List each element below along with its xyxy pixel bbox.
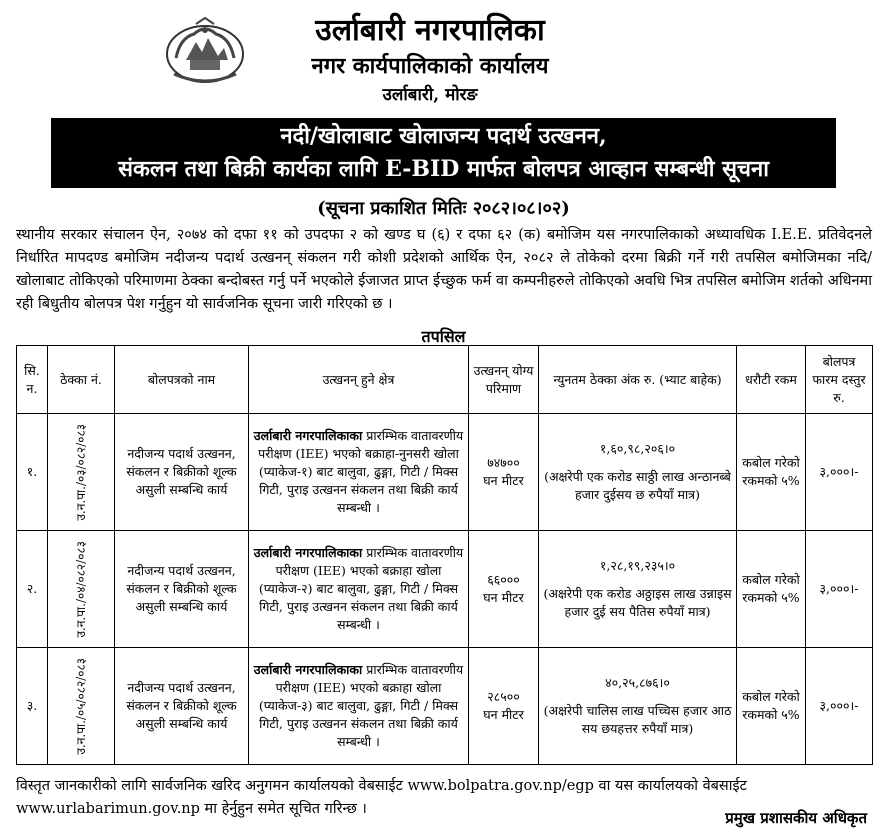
bid-table	[16, 345, 873, 765]
row-sn: १.	[17, 414, 48, 531]
banner-line-1: नदी/खोलाबाट खोलाजन्य पदार्थ उत्खनन,	[280, 123, 607, 149]
min-amount-value: १,६०,९८,२०६।०	[599, 441, 676, 456]
office-name: उर्लाबारी नगरपालिका	[315, 13, 545, 48]
row-sn: ३.	[17, 648, 48, 765]
row-deposit: कबोल गरेको रकमको ५%	[737, 414, 806, 531]
row-form-fee: ३,०००।-	[806, 648, 873, 765]
quantity-unit: घन मीटर	[483, 590, 524, 605]
office-address: उर्लाबारी, मोरङ	[382, 85, 478, 105]
area-municipality: उर्लाबारी नगरपालिकाका	[253, 428, 363, 443]
office-sub: नगर कार्यपालिकाको कार्यालय	[311, 53, 549, 79]
row-area	[249, 414, 469, 531]
quantity-value: २८५००	[487, 689, 520, 704]
header-min-amount: न्युनतम ठेक्का अंक रु. (भ्याट बाहेक)	[539, 346, 737, 414]
contract-no-text: उ.न.पा./०५/०८२/०८३	[74, 657, 88, 755]
header-bid-name: बोलपत्रको नाम	[115, 346, 249, 414]
row-form-fee: ३,०००।-	[806, 414, 873, 531]
row-bid-name: नदीजन्य पदार्थ उत्खनन, संकलन र बिक्रीको शूल्क असुली सम्बन्धि कार्य	[115, 648, 249, 765]
header-form-fee: बोलपत्र फारम दस्तुर रु.	[806, 346, 873, 414]
area-description: प्रारम्भिक वातावरणीय परीक्षण (IEE) भएको बक्राहा खोला (प्याकेज-२) बाट बालुवा, ढुङ्गा, गिटी / मिक्स गिटी, पुराइ उत्खनन संकलन तथा बिक्री कार्य सम्बन्धी ।	[258, 545, 464, 632]
min-amount-value: १,२८,१९,२३५।०	[599, 558, 676, 573]
area-description: प्रारम्भिक वातावरणीय परीक्षण (IEE) भएको बक्राहा खोला (प्याकेज-३) बाट बालुवा, ढुङ्गा, गिटी / मिक्स गिटी, पुराइ उत्खनन संकलन तथा बिक्री कार्य सम्बन्धी ।	[258, 662, 464, 749]
row-contract-no	[48, 648, 115, 765]
row-min-amount	[539, 414, 737, 531]
quantity-unit: घन मीटर	[483, 473, 524, 488]
banner-line-2: संकलन तथा बिक्री कार्यका लागि E-BID मार्फत बोलपत्र आव्हान सम्बन्धी सूचना	[118, 156, 769, 182]
row-area	[249, 531, 469, 648]
contract-no-text: उ.न.पा./०३/०८२/०८३	[74, 423, 88, 521]
row-quantity	[469, 648, 539, 765]
footer-note: विस्तृत जानकारीको लागि सार्वजनिक खरिद अनुगमन कार्यालयको वेबसाईट www.bolpatra.gov.np/egp वा यस कार्यालयको वेबसाईट www.urlabarimun.gov.np मा हेर्नुहुन समेत सूचित गरिन्छ ।	[16, 778, 747, 817]
table-row	[17, 531, 873, 648]
quantity-value: ६६०००	[487, 572, 520, 587]
min-amount-words: (अक्षरेपी चालिस लाख पच्चिस हजार आठ सय छयहत्तर रुपैयाँ मात्र)	[543, 703, 732, 736]
row-contract-no	[48, 531, 115, 648]
row-min-amount	[539, 531, 737, 648]
header-contract-no: ठेक्का नं.	[48, 346, 115, 414]
table-row	[17, 414, 873, 531]
min-amount-words: (अक्षरेपी एक करोड साठ्ठी लाख अन्ठानब्बे हजार दुईसय छ रुपैयाँ मात्र)	[544, 469, 731, 502]
row-quantity	[469, 414, 539, 531]
table-row	[17, 648, 873, 765]
header-quantity: उत्खनन् योग्य परिमाण	[469, 346, 539, 414]
quantity-unit: घन मीटर	[483, 707, 524, 722]
signature-title: प्रमुख प्रशासकीय अधिकृत	[725, 809, 867, 827]
row-min-amount	[539, 648, 737, 765]
row-sn: २.	[17, 531, 48, 648]
area-municipality: उर्लाबारी नगरपालिकाका	[253, 662, 363, 677]
row-form-fee: ३,०००।-	[806, 531, 873, 648]
area-description: प्रारम्भिक वातावरणीय परीक्षण (IEE) भएको बक्राहा-नुनसरी खोला (प्याकेज-१) बाट बालुवा, ढुङ्गा, गिटी / मिक्स गिटी, पुराइ उत्खनन संकलन तथा बिक्री कार्य सम्बन्धी ।	[258, 428, 464, 515]
row-area	[249, 648, 469, 765]
row-deposit: कबोल गरेको रकमको ५%	[737, 531, 806, 648]
row-deposit: कबोल गरेको रकमको ५%	[737, 648, 806, 765]
header-area: उत्खनन् हुने क्षेत्र	[249, 346, 469, 414]
nepal-emblem-icon	[160, 16, 250, 86]
row-quantity	[469, 531, 539, 648]
table-header-row	[17, 346, 873, 414]
min-amount-words: (अक्षरेपी एक करोड अठ्ठाइस लाख उन्नाइस हजार दुई सय पैतिस रुपैयाँ मात्र)	[543, 586, 732, 619]
header-deposit: धरौटी रकम	[737, 346, 806, 414]
contract-no-text: उ.न.पा./०४/०८२/०८३	[74, 540, 88, 638]
header-sn: सि. न.	[17, 346, 48, 414]
publish-date: (सूचना प्रकाशित मितिः २०८२।०८।०२)	[317, 198, 570, 219]
area-municipality: उर्लाबारी नगरपालिकाका	[253, 545, 363, 560]
min-amount-value: ४०,२५,८७६।०	[605, 675, 670, 690]
row-contract-no	[48, 414, 115, 531]
document-header	[0, 0, 887, 112]
intro-paragraph: स्थानीय सरकार संचालन ऐन, २०७४ को दफा ११ को उपदफा २ को खण्ड घ (६) र दफा ६२ (क) बमोजिम यस नगरपालिकाको अध्यावधिक I.E.E. प्रतिवेदनले निर्धारित मापदण्ड बमोजिम नदीजन्य पदार्थ उत्खनन् संकलन गरी कोशी प्रदेशको आर्थिक ऐन, २०८२ ले तोकेको दरमा बिक्री गर्ने गरी तपसिल बमोजिमका नदि/खोलाबाट तोकिएको परिमाणमा ठेक्का बन्दोबस्त गर्नु पर्ने भएकोले ईजाजत प्राप्त ईच्छुक फर्म वा कम्पनीहरुले तोकिएको अवधि भित्र तपसिल बमोजिम शर्तको अधिनमा रही बिधुतीय बोलपत्र पेश गर्नुहुन यो सार्वजनिक सूचना जारी गरिएको छ ।	[16, 227, 872, 312]
quantity-value: ७४७००	[487, 455, 520, 470]
row-bid-name: नदीजन्य पदार्थ उत्खनन, संकलन र बिक्रीको शूल्क असुली सम्बन्धि कार्य	[115, 414, 249, 531]
row-bid-name: नदीजन्य पदार्थ उत्खनन, संकलन र बिक्रीको शूल्क असुली सम्बन्धि कार्य	[115, 531, 249, 648]
table-caption: तपसिल	[421, 327, 466, 346]
notice-title-banner	[51, 118, 836, 188]
